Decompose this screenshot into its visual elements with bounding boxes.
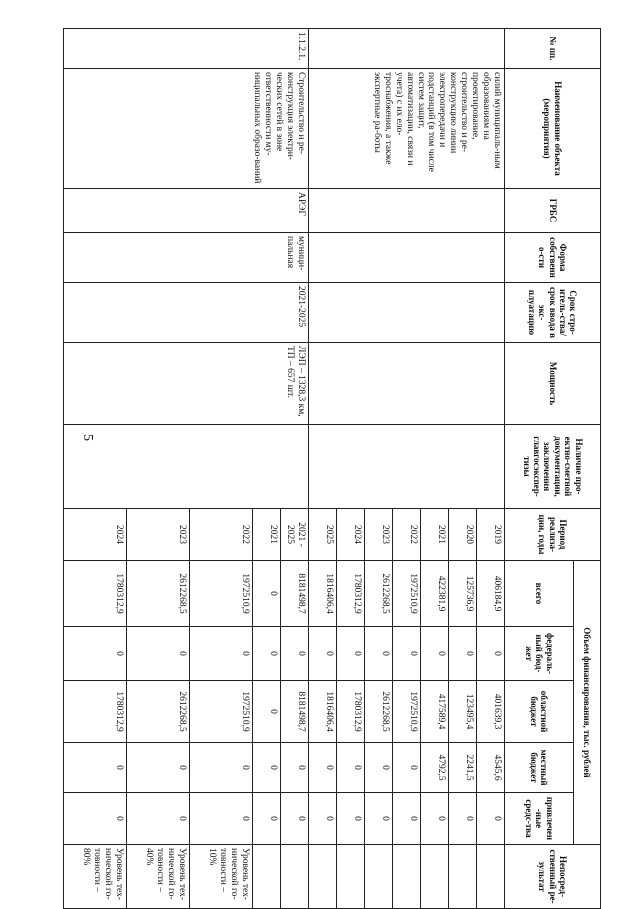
- result-cell: Уровень тех-нической го-товности – 10%: [190, 845, 253, 909]
- regional-cell: 417589,4: [421, 681, 449, 743]
- attracted-cell: 0: [421, 793, 449, 845]
- header-total: всего: [505, 561, 574, 627]
- attracted-cell: 0: [365, 793, 393, 845]
- result-cell: [477, 845, 505, 909]
- rotated-table-container: [81, 28, 601, 904]
- result-cell: Уровень тех-нической го-товности – 40%: [127, 845, 190, 909]
- attracted-cell: 0: [449, 793, 477, 845]
- top-psd-cell: [309, 425, 505, 509]
- total-cell: 1780312,9: [337, 561, 365, 627]
- page-number: 5: [80, 434, 95, 441]
- local-cell: 0: [309, 743, 337, 793]
- attracted-cell: 0: [190, 793, 253, 845]
- federal-cell: 0: [253, 627, 281, 681]
- attracted-cell: 0: [64, 793, 127, 845]
- item-psd-cell: [64, 425, 309, 509]
- attracted-cell: 0: [253, 793, 281, 845]
- header-years: Период реализа-ции, годы: [505, 509, 601, 561]
- year-cell: 2025: [309, 509, 337, 561]
- top-object-name: силий муниципаль-ным образованиям на проектирование, строительство и ре-конструкцию линии электропередачи и подстанций (в том числе систем защит, автоматизации, связи и учета) с их ело-троснабжения, а также экспертные ра-боты: [309, 69, 505, 189]
- federal-cell: 0: [127, 627, 190, 681]
- top-period-cell: [309, 283, 505, 343]
- regional-cell: 0: [253, 681, 281, 743]
- total-cell: 406184,9: [477, 561, 505, 627]
- federal-cell: 0: [281, 627, 309, 681]
- attracted-cell: 0: [477, 793, 505, 845]
- top-num-cell: [309, 29, 505, 69]
- attracted-cell: 0: [393, 793, 421, 845]
- result-cell: Уровень тех-нической го-товности – 80%: [64, 845, 127, 909]
- local-cell: 0: [281, 743, 309, 793]
- year-cell: 2024: [64, 509, 127, 561]
- top-ownership-cell: [309, 233, 505, 283]
- header-federal: федераль-ный бюд-жет: [505, 627, 574, 681]
- local-cell: 0: [253, 743, 281, 793]
- year-cell: 2023: [365, 509, 393, 561]
- header-regional: областной бюджет: [505, 681, 574, 743]
- attracted-cell: 0: [309, 793, 337, 845]
- result-cell: [281, 845, 309, 909]
- federal-cell: 0: [309, 627, 337, 681]
- regional-cell: 2612268,5: [127, 681, 190, 743]
- year-cell: 2024: [337, 509, 365, 561]
- federal-cell: 0: [64, 627, 127, 681]
- federal-cell: 0: [393, 627, 421, 681]
- year-cell: 2021 - 2025: [281, 509, 309, 561]
- header-num: № пп.: [505, 29, 601, 69]
- result-cell: [365, 845, 393, 909]
- header-result: Непосред-ственный ре-зультат: [505, 845, 601, 909]
- result-cell: [309, 845, 337, 909]
- header-grbs: ГРБС: [505, 189, 601, 233]
- federal-cell: 0: [337, 627, 365, 681]
- federal-cell: 0: [449, 627, 477, 681]
- top-capacity-cell: [309, 343, 505, 425]
- header-period: Срок стро-итель-ства/срок ввода в экс-плуатацию: [505, 283, 601, 343]
- header-funding-group: Объем финансирования, тыс. рублей: [574, 561, 601, 845]
- regional-cell: 401639,3: [477, 681, 505, 743]
- item-capacity: ЛЭП – 1328,3 км, ТП – 657 шт.: [64, 343, 309, 425]
- local-cell: 2241,5: [449, 743, 477, 793]
- federal-cell: 0: [421, 627, 449, 681]
- item-ownership: муници-пальная: [64, 233, 309, 283]
- federal-cell: 0: [190, 627, 253, 681]
- item-name: Строительство и ре-конструкция электри-ческих сетей в зоне ответственности му-ниципальных образо-ваний: [64, 69, 309, 189]
- item-num: 1.1.2.1.: [64, 29, 309, 69]
- header-local: местный бюджет: [505, 743, 574, 793]
- header-name: Наименование объекта (мероприятия): [505, 69, 601, 189]
- federal-cell: 0: [477, 627, 505, 681]
- result-cell: [449, 845, 477, 909]
- financing-table: [63, 28, 601, 909]
- regional-cell: 8181498,7: [281, 681, 309, 743]
- regional-cell: 2612268,5: [365, 681, 393, 743]
- regional-cell: 1816406,4: [309, 681, 337, 743]
- local-cell: 0: [64, 743, 127, 793]
- year-cell: 2022: [393, 509, 421, 561]
- table-row: [477, 29, 505, 909]
- total-cell: 2612268,5: [127, 561, 190, 627]
- result-cell: [253, 845, 281, 909]
- regional-cell: 1780312,9: [64, 681, 127, 743]
- total-cell: 1816406,4: [309, 561, 337, 627]
- local-cell: 4545,6: [477, 743, 505, 793]
- result-cell: [421, 845, 449, 909]
- local-cell: 0: [365, 743, 393, 793]
- item-grbs: АРЭГ: [64, 189, 309, 233]
- header-capacity: Мощность: [505, 343, 601, 425]
- header-attracted: привлечен-ные средс-тва: [505, 793, 574, 845]
- year-cell: 2019: [477, 509, 505, 561]
- local-cell: 0: [337, 743, 365, 793]
- item-period: 2021-2025: [64, 283, 309, 343]
- total-cell: 8181498,7: [281, 561, 309, 627]
- local-cell: 0: [393, 743, 421, 793]
- total-cell: 125736,9: [449, 561, 477, 627]
- attracted-cell: 0: [337, 793, 365, 845]
- local-cell: 0: [127, 743, 190, 793]
- year-cell: 2022: [190, 509, 253, 561]
- total-cell: 1780312,9: [64, 561, 127, 627]
- header-ownership: Форма собственно-сти: [505, 233, 601, 283]
- year-cell: 2023: [127, 509, 190, 561]
- total-cell: 1972510,9: [393, 561, 421, 627]
- total-cell: 1972510,9: [190, 561, 253, 627]
- total-cell: 2612268,5: [365, 561, 393, 627]
- header-psd: Наличие про-ектно-сметной документации, заключения главгосэкспер-тизы: [505, 425, 601, 509]
- year-cell: 2021: [253, 509, 281, 561]
- result-cell: [393, 845, 421, 909]
- table-row: [281, 29, 309, 909]
- total-cell: 422381,9: [421, 561, 449, 627]
- regional-cell: 1972510,9: [393, 681, 421, 743]
- regional-cell: 1972510,9: [190, 681, 253, 743]
- total-cell: 0: [253, 561, 281, 627]
- year-cell: 2020: [449, 509, 477, 561]
- regional-cell: 1780312,9: [337, 681, 365, 743]
- regional-cell: 123495,4: [449, 681, 477, 743]
- year-cell: 2021: [421, 509, 449, 561]
- top-grbs-cell: [309, 189, 505, 233]
- result-cell: [337, 845, 365, 909]
- attracted-cell: 0: [281, 793, 309, 845]
- local-cell: 0: [190, 743, 253, 793]
- federal-cell: 0: [365, 627, 393, 681]
- local-cell: 4792,5: [421, 743, 449, 793]
- attracted-cell: 0: [127, 793, 190, 845]
